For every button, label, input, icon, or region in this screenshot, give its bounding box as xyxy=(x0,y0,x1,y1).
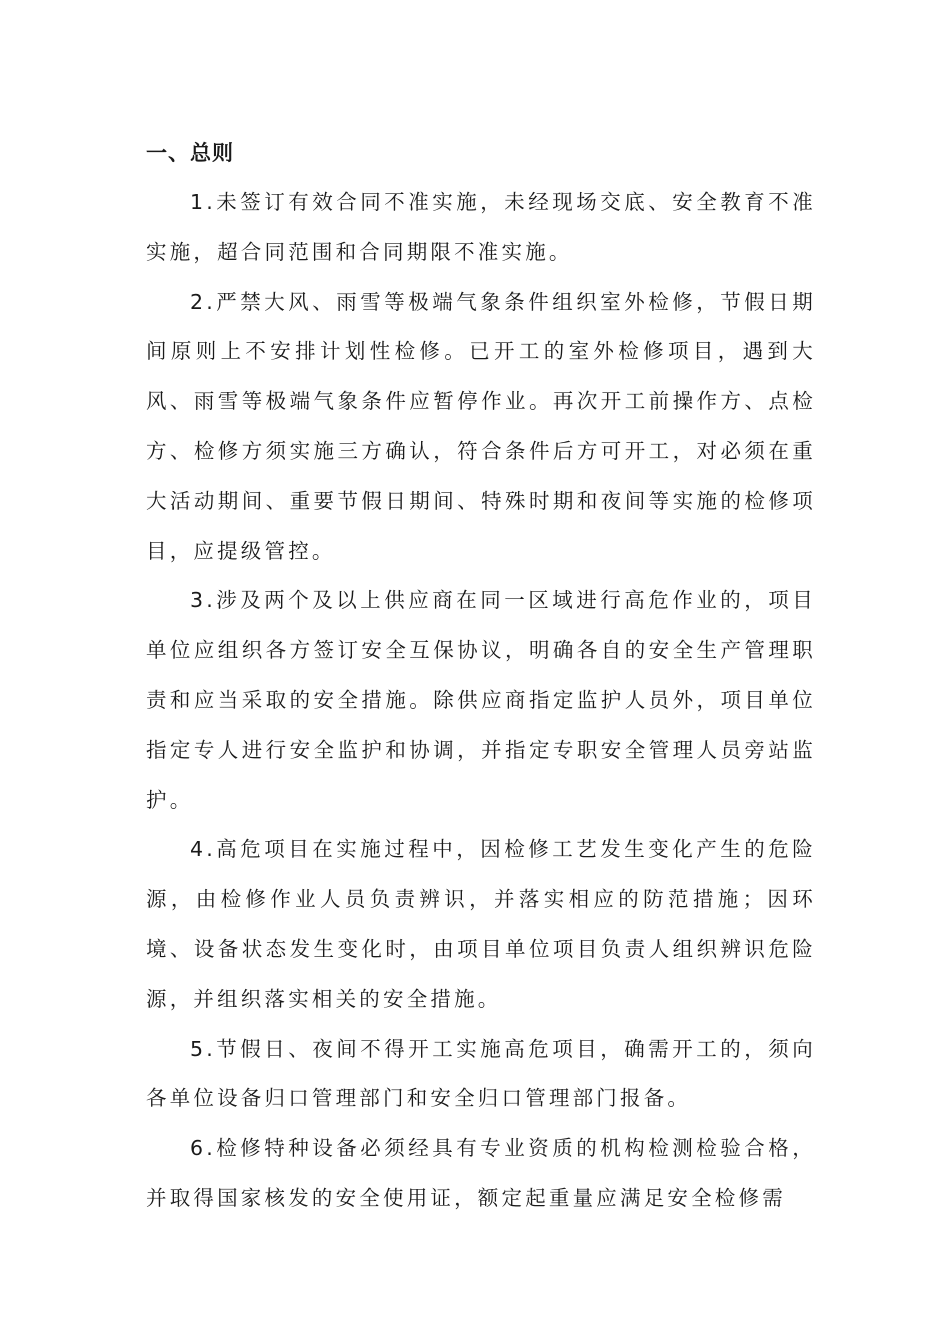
paragraph-5: 5.节假日、夜间不得开工实施高危项目，确需开工的，须向各单位设备归口管理部门和安全归口管理部门报备。 xyxy=(146,1036,816,1111)
paragraph-4: 4.高危项目在实施过程中，因检修工艺发生变化产生的危险源，由检修作业人员负责辨识，并落实相应的防范措施；因环境、设备状态发生变化时，由项目单位项目负责人组织辨识危险源，并组织落实相关的安全措施。 xyxy=(146,837,816,1011)
document-body xyxy=(146,128,816,1224)
section-heading: 一、总则 xyxy=(146,141,234,165)
paragraph-1: 1.未签订有效合同不准实施，未经现场交底、安全教育不准实施，超合同范围和合同期限不准实施。 xyxy=(146,190,816,264)
paragraph-3: 3.涉及两个及以上供应商在同一区域进行高危作业的，项目单位应组织各方签订安全互保协议，明确各自的安全生产管理职责和应当采取的安全措施。除供应商指定监护人员外，项目单位指定专人进行安全监护和协调，并指定专职安全管理人员旁站监护。 xyxy=(146,588,816,812)
paragraph-6: 6.检修特种设备必须经具有专业资质的机构检测检验合格，并取得国家核发的安全使用证，额定起重量应满足安全检修需 xyxy=(146,1136,816,1210)
paragraph-2: 2.严禁大风、雨雪等极端气象条件组织室外检修，节假日期间原则上不安排计划性检修。已开工的室外检修项目，遇到大风、雨雪等极端气象条件应暂停作业。再次开工前操作方、点检方、检修方须实施三方确认，符合条件后方可开工，对必须在重大活动期间、重要节假日期间、特殊时期和夜间等实施的检修项目，应提级管控。 xyxy=(146,289,816,563)
